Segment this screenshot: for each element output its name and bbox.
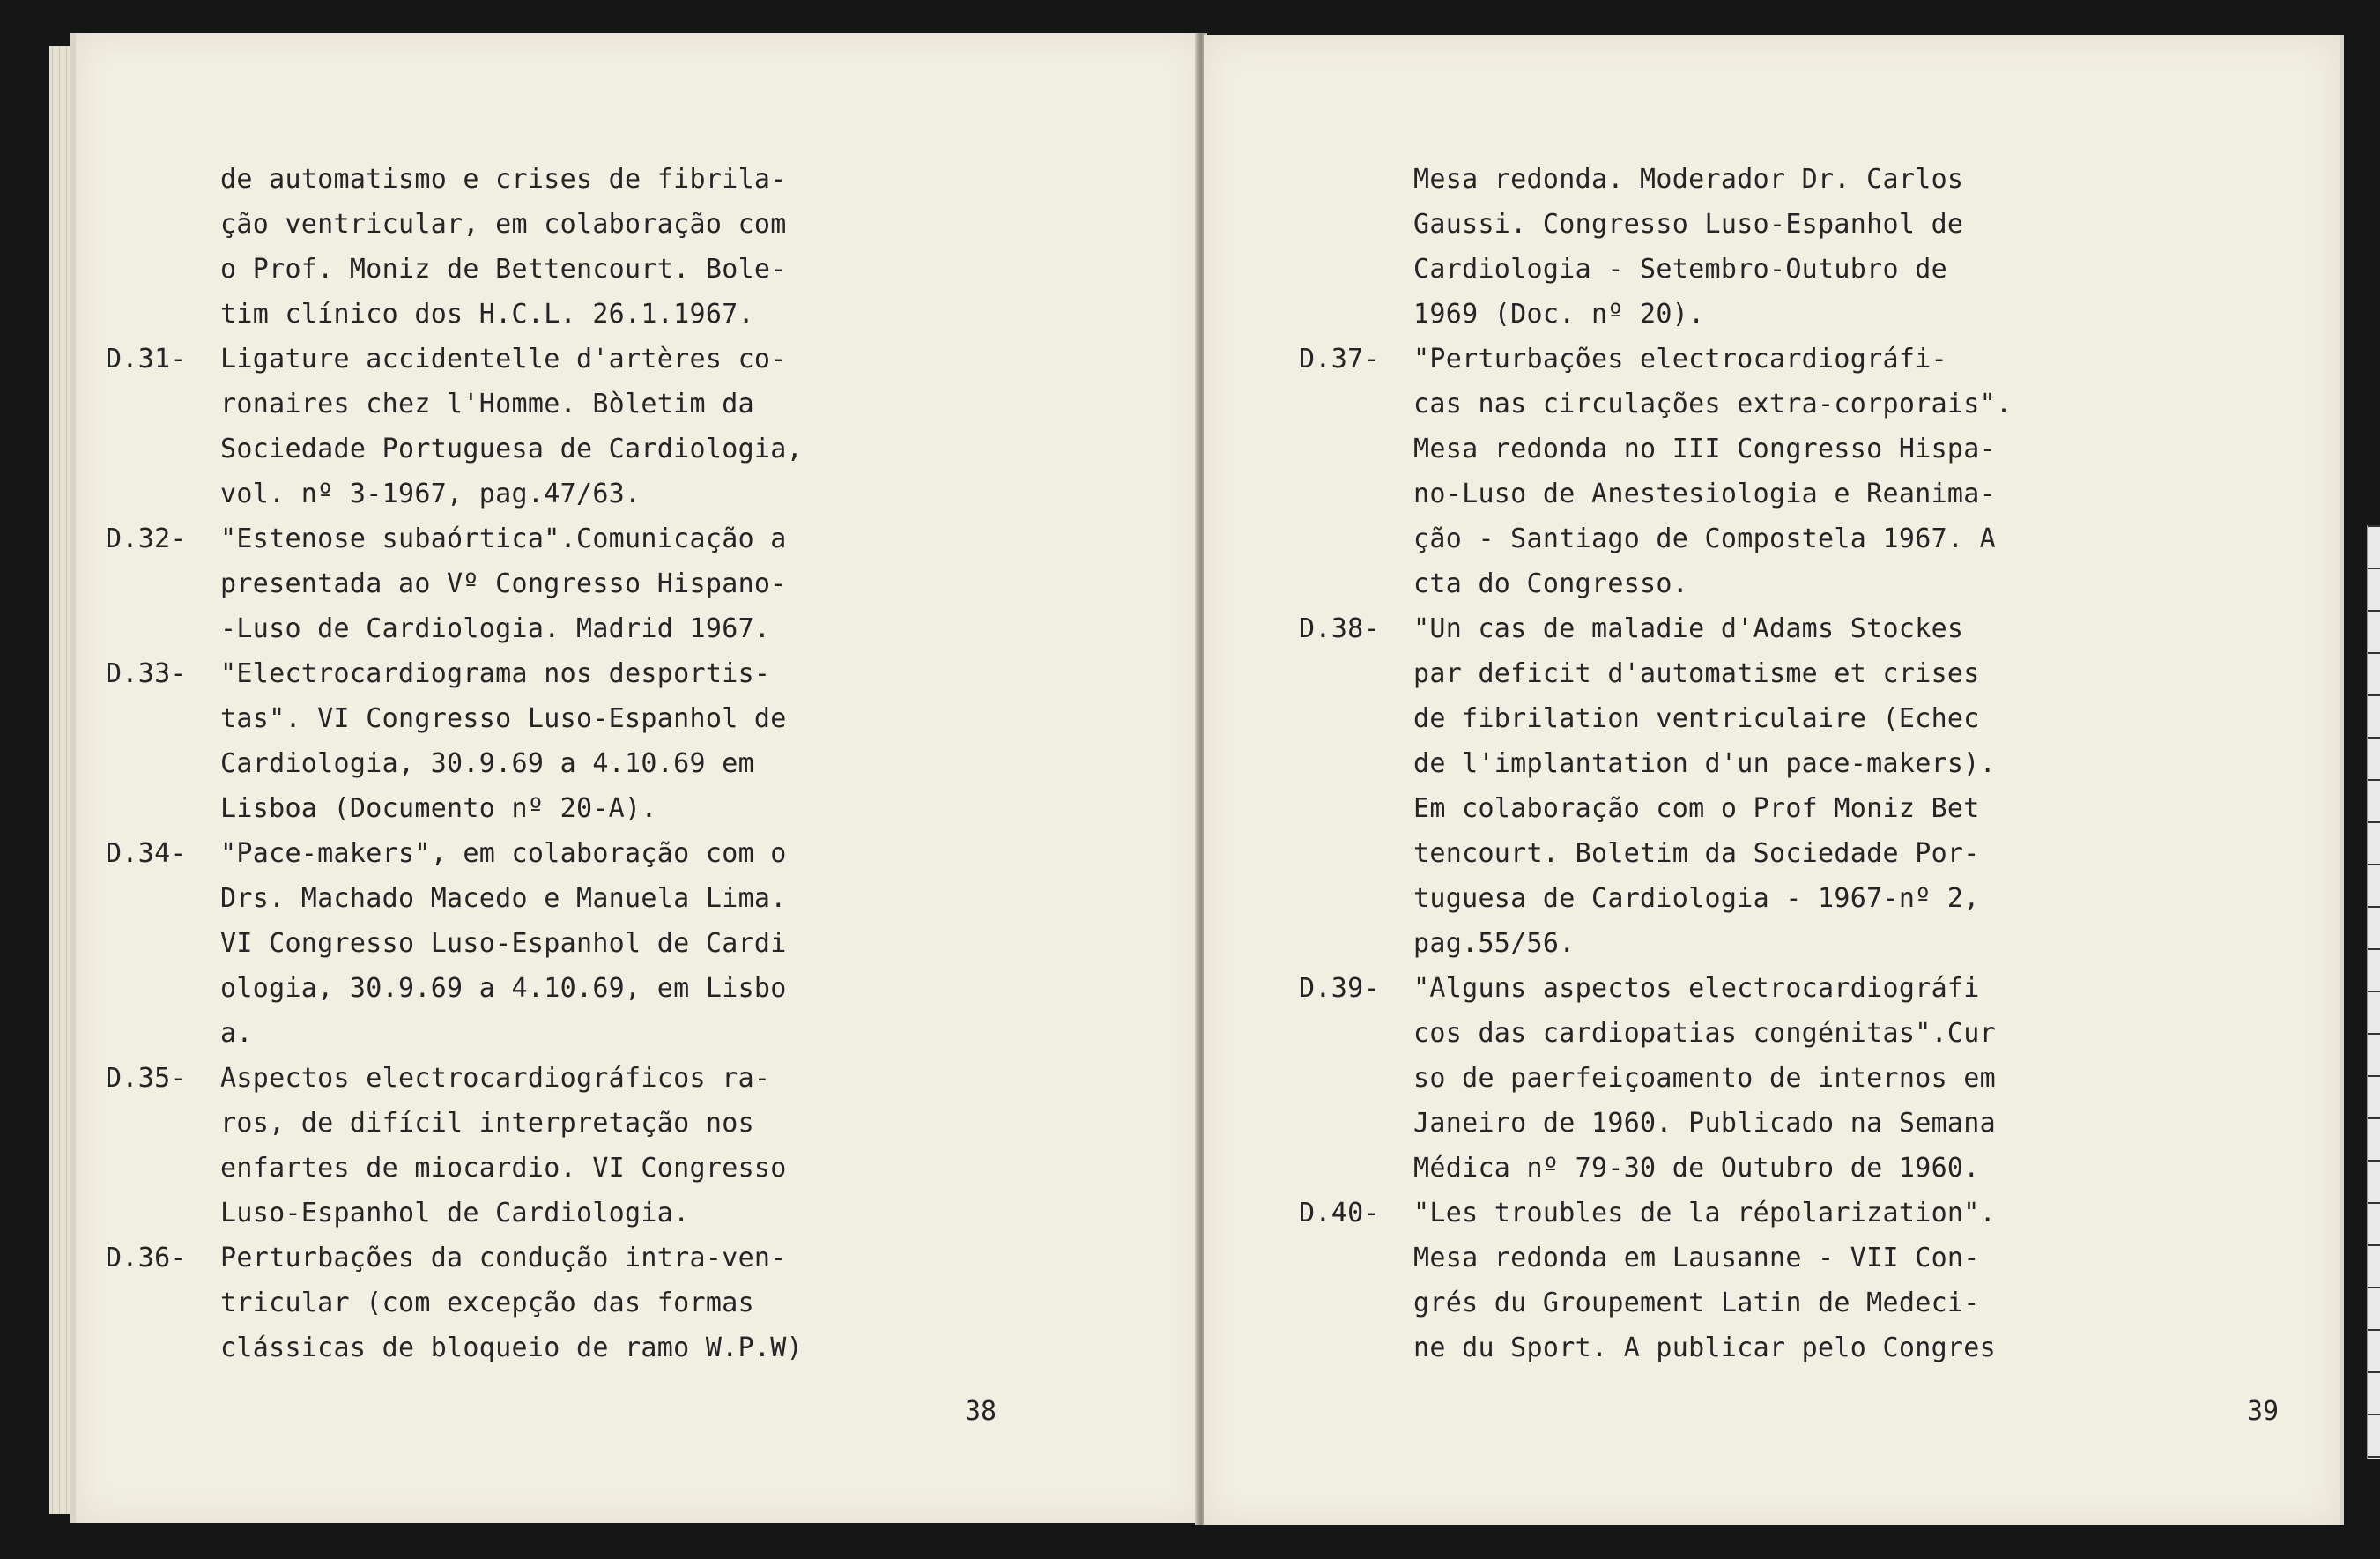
entry-code: D.33- <box>106 658 187 689</box>
entry-text-line: Em colaboração com o Prof Moniz Bet <box>1413 793 1980 824</box>
bibliography-entry <box>220 157 803 337</box>
entry-text-line: so de paerfeiçoamento de internos em <box>1413 1063 1997 1094</box>
bibliography-entry <box>1299 966 2012 1191</box>
entry-text-line: ne du Sport. A publicar pelo Congres <box>1413 1333 1997 1363</box>
entry-text-line: ção - Santiago de Compostela 1967. A <box>1413 523 1997 554</box>
bibliography-entry <box>1299 606 2012 966</box>
entry-text-line: clássicas de bloqueio de ramo W.P.W) <box>220 1333 804 1363</box>
entry-text-line: Perturbações da condução intra-ven- <box>220 1243 787 1273</box>
entry-text-line: no-Luso de Anestesiologia e Reanima- <box>1413 479 1997 509</box>
entry-text-line: grés du Groupement Latin de Medeci- <box>1413 1288 1980 1318</box>
left-page-number: 38 <box>965 1396 997 1427</box>
right-page-text <box>1299 157 2013 1370</box>
entry-text-line: Mesa redonda. Moderador Dr. Carlos <box>1413 164 1964 195</box>
entry-text-line: -Luso de Cardiologia. Madrid 1967. <box>220 613 771 644</box>
entry-text-line: pag.55/56. <box>1413 928 1576 959</box>
entry-text-line: "Les troubles de la répolarization". <box>1413 1198 1997 1229</box>
bibliography-entry <box>1413 157 2012 337</box>
entry-text-line: ologia, 30.9.69 a 4.10.69, em Lisbo <box>220 973 787 1004</box>
bibliography-entry <box>1299 337 2013 606</box>
entry-text-line: cta do Congresso. <box>1413 568 1689 599</box>
bibliography-entry <box>106 651 803 831</box>
entry-text-line: "Estenose subaórtica".Comunicação a <box>220 523 787 554</box>
entry-text-line: a. <box>220 1018 253 1049</box>
left-page-text <box>106 157 804 1370</box>
entry-code: D.31- <box>106 344 187 375</box>
entry-text-line: vol. nº 3-1967, pag.47/63. <box>220 479 641 509</box>
entry-text-line: de fibrilation ventriculaire (Echec <box>1413 703 1980 734</box>
entry-text-line: ronaires chez l'Homme. Bòletim da <box>220 389 754 419</box>
entry-text-line: Cardiologia, 30.9.69 a 4.10.69 em <box>220 748 754 779</box>
entry-text-line: "Un cas de maladie d'Adams Stockes <box>1413 613 1964 644</box>
bibliography-entry <box>106 1236 804 1370</box>
entry-text-line: tim clínico dos H.C.L. 26.1.1967. <box>220 299 754 330</box>
entry-text-line: de l'implantation d'un pace-makers). <box>1413 748 1997 779</box>
entry-text-line: Médica nº 79-30 de Outubro de 1960. <box>1413 1153 1980 1184</box>
entry-code: D.34- <box>106 838 187 869</box>
entry-text-line: Janeiro de 1960. Publicado na Semana <box>1413 1108 1997 1139</box>
entry-text-line: tricular (com excepção das formas <box>220 1288 754 1318</box>
entry-code: D.36- <box>106 1243 187 1273</box>
scan-scale-ruler <box>2367 525 2380 1459</box>
entry-code: D.38- <box>1299 613 1380 644</box>
entry-text-line: VI Congresso Luso-Espanhol de Cardi <box>220 928 787 959</box>
entry-text-line: Mesa redonda no III Congresso Hispa- <box>1413 434 1997 464</box>
entry-text-line: cas nas circulações extra-corporais". <box>1413 389 2013 419</box>
entry-code: D.40- <box>1299 1198 1380 1229</box>
entry-text-line: o Prof. Moniz de Bettencourt. Bole- <box>220 254 787 285</box>
entry-text-line: par deficit d'automatisme et crises <box>1413 658 1980 689</box>
entry-text-line: tas". VI Congresso Luso-Espanhol de <box>220 703 787 734</box>
entry-text-line: "Pace-makers", em colaboração com o <box>220 838 787 869</box>
bibliography-entry <box>106 337 804 516</box>
bibliography-entry <box>106 1056 803 1236</box>
bibliography-entry <box>106 516 803 651</box>
entry-text-line: "Perturbações electrocardiográfi- <box>1413 344 1947 375</box>
entry-text-line: Drs. Machado Macedo e Manuela Lima. <box>220 883 787 914</box>
entry-text-line: Sociedade Portuguesa de Cardiologia, <box>220 434 804 464</box>
entry-text-line: Lisboa (Documento nº 20-A). <box>220 793 657 824</box>
entry-text-line: "Electrocardiograma nos desportis- <box>220 658 771 689</box>
entry-text-line: 1969 (Doc. nº 20). <box>1413 299 1705 330</box>
entry-code: D.37- <box>1299 344 1380 375</box>
entry-text-line: presentada ao Vº Congresso Hispano- <box>220 568 787 599</box>
entry-text-line: enfartes de miocardio. VI Congresso <box>220 1153 787 1184</box>
entry-text-line: de automatismo e crises de fibrila- <box>220 164 787 195</box>
bibliography-entry <box>1299 1191 2012 1370</box>
entry-code: D.32- <box>106 523 187 554</box>
entry-text-line: Mesa redonda em Lausanne - VII Con- <box>1413 1243 1980 1273</box>
entry-text-line: tencourt. Boletim da Sociedade Por- <box>1413 838 1980 869</box>
entry-text-line: Luso-Espanhol de Cardiologia. <box>220 1198 690 1229</box>
entry-text-line: cos das cardiopatias congénitas".Cur <box>1413 1018 1997 1049</box>
entry-text-line: Ligature accidentelle d'artères co- <box>220 344 787 375</box>
entry-code: D.39- <box>1299 973 1380 1004</box>
entry-text-line: Cardiologia - Setembro-Outubro de <box>1413 254 1947 285</box>
entry-text-line: Aspectos electrocardiográficos ra- <box>220 1063 771 1094</box>
bibliography-entry <box>106 831 803 1056</box>
entry-text-line: "Alguns aspectos electrocardiográfi <box>1413 973 1980 1004</box>
entry-text-line: tuguesa de Cardiologia - 1967-nº 2, <box>1413 883 1980 914</box>
right-page-number: 39 <box>2247 1396 2280 1427</box>
entry-text-line: ros, de difícil interpretação nos <box>220 1108 754 1139</box>
page-stack-edge <box>49 46 70 1514</box>
entry-text-line: ção ventricular, em colaboração com <box>220 209 787 240</box>
entry-code: D.35- <box>106 1063 187 1094</box>
entry-text-line: Gaussi. Congresso Luso-Espanhol de <box>1413 209 1964 240</box>
